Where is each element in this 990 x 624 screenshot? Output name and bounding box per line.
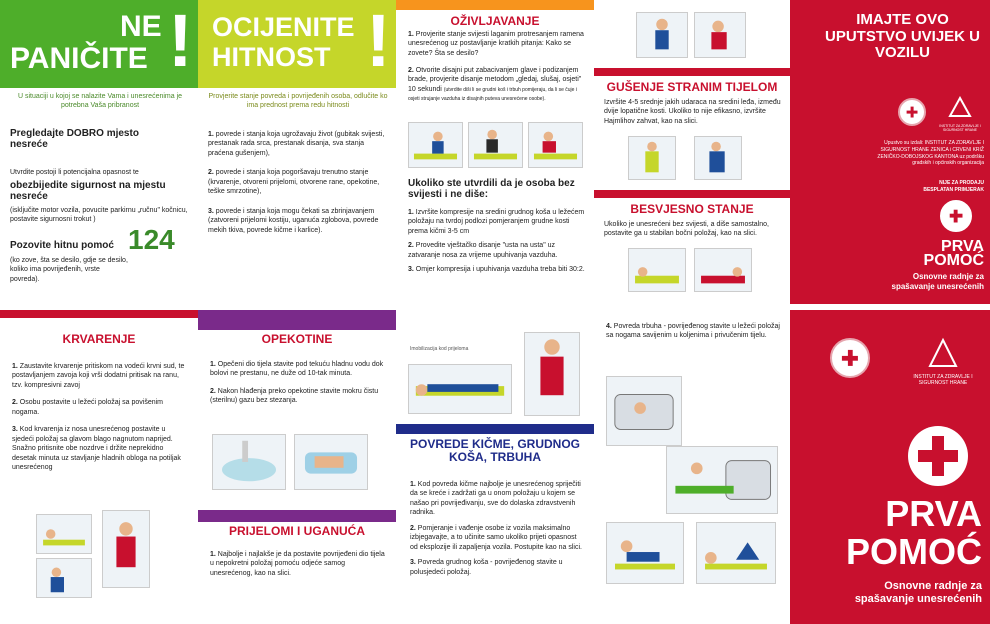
list-povrede <box>410 480 584 577</box>
title-prijelomi: PRIJELOMI I UGANUĆA <box>228 524 365 538</box>
illustration-bleed-1 <box>36 514 92 554</box>
title-ocijenite: OCIJENITE <box>212 12 355 42</box>
panel-krvarenje <box>0 310 198 624</box>
emergency-number: 124 <box>128 224 175 255</box>
list-prijelomi <box>210 550 386 578</box>
subtitle: U situaciji u kojoj se nalazite Vama i unesrećenima je potrebna Vaša pribranost <box>17 93 183 110</box>
bar-besvjesno <box>594 190 790 198</box>
heading-pregledajte: Pregledajte DOBRO mjesto nesreće <box>10 128 139 150</box>
list-item: 1. Najbolje i najlakše je da postavite povrijeđeni dio tijela u nepokretni položaj pomoću odjeće samog unesrećenog, kao na slici. <box>210 551 385 577</box>
bar-krvarenje <box>0 310 198 318</box>
list-item: 2. povrede i stanja koja pogoršavaju trenutno stanje (krvarenje, otvoreni prijelomi, otvorene rane, opekotine, teške smrzotine), <box>208 169 380 196</box>
orange-strip <box>396 0 594 10</box>
list-item: 2. Nakon hlađenja preko opekotine stavite mokru čistu (sterilnu) gazu bez stezanja. <box>210 387 379 405</box>
text-sigurnost: (isključite motor vozila, povucite parkirnu „ručnu" kočnicu, postavite sigurnosni trokut ) <box>10 207 188 224</box>
institute-logo <box>906 336 980 392</box>
list-item: 1. Zaustavite krvarenje pritiskom na vodeći krvni sud, te postavljanjem zavoja koji vrši dodatni pritisak na ranu, tzv. kompresivni zavoj <box>12 363 185 389</box>
list-item: 1. Izvršite kompresije na sredini grudnog koša u ležećem položaju na tvrdoj podlozi pomjeranjem grudne kosti prema kičmi 3-5 cm <box>408 209 585 235</box>
list-item: 3. Omjer kompresija i upuhivanja vazduha treba biti 30:2. <box>408 266 585 274</box>
brand-pomoc: POMOĆ <box>923 252 984 269</box>
title-besvjesno: BESVJESNO STANJE <box>630 202 754 216</box>
illustration-immobilization <box>408 364 512 414</box>
list-item: 2. Provedite vještačko disanje "usta na usta" uz zatvaranje nosa za vrijeme upuhivanja vazduha. <box>408 242 558 259</box>
list-item: 2. Pomjeranje i vađenje osobe iz vozila maksimalno izbjegavajte, a to učinite samo ukoliko prijeti opasnost od eksplozije ili zapaljenja vozila. Postupite kao na slici. <box>410 524 582 551</box>
title-gusenje: GUŠENJE STRANIM TIJELOM <box>606 80 778 94</box>
illustration-recovery-1 <box>628 248 686 292</box>
list-trbuh <box>606 322 780 341</box>
tagline: Osnovne radnje za spašavanje unesrećenih <box>854 580 982 606</box>
tagline: Osnovne radnje za spašavanje unesrećenih <box>891 272 984 291</box>
illustration-choking-2 <box>694 12 746 58</box>
title-krvarenje: KRVARENJE <box>62 332 136 346</box>
redcross-logo <box>830 338 870 378</box>
exclamation-mark: ! <box>168 0 193 82</box>
illustration-heimlich-2 <box>694 136 742 180</box>
illustration-cpr-1 <box>408 122 463 168</box>
title-ne: NE <box>120 10 162 43</box>
panel-ocijenite-hitnost <box>198 0 396 304</box>
illustration-car-rescue-2 <box>666 446 778 514</box>
institute-logo-text: INSTITUT ZA ZDRAVLJE I SIGURNOST HRANE <box>913 374 973 386</box>
panel-gusenje-besvjesno <box>594 0 790 304</box>
list-item: 1. Kod povreda kičme najbolje je unesrećenog spriječiti da se kreće i zadržati ga u onom položaju u kojem se našao pri povrijeđivanju, sve do dolaska zdravstvenih radnika. <box>410 481 581 517</box>
list-item: 1. povrede i stanja koja ugrožavaju život (gubitak svijesti, prestanak rada srca, prestanak disanja, sva stanja praćena gušenjem), <box>208 131 385 157</box>
not-for-sale: NIJE ZA PRODAJU BESPLATAN PRIMJERAK <box>923 180 984 193</box>
title-opekotine: OPEKOTINE <box>261 332 333 346</box>
illustration-bleed-2 <box>102 510 150 588</box>
step-2: 2. Otvorite disajni put zabacivanjem glave i podizanjem brade, provjerite disanje metodom „gledaj, slušaj, osjeti" 10 sekundi (utvrdite diši li se grudni koš i trbuh pomijeraju, da li se čuje i osjeti strujanje vazduha iz disajnih puteva unesrećene osobe). <box>408 67 582 103</box>
institute-logo <box>938 96 982 130</box>
title-hitnost: HITNOST <box>212 42 331 72</box>
illustration-knees-bent <box>696 522 776 584</box>
text-gusenje: Izvršite 4-5 srednje jakih udaraca na sredini leđa, između dvije lopatične kosti. Ukoliko to nije efikasno, izvršite Hajmlihov zahvat, kao na slici. <box>604 99 781 125</box>
illustration-sling <box>524 332 580 416</box>
redcross-logo <box>898 98 926 126</box>
list-item: 4. Povreda trbuha - povrijeđenog stavite u ležeći položaj sa nogama savijenim u koljenima i privučenim tijelu. <box>606 323 780 340</box>
illustration-burn-2 <box>294 434 368 490</box>
caption-imobilizacija: Imobilizacija kod prijeloma <box>410 346 469 352</box>
cross-icon <box>908 426 968 486</box>
list-opekotine <box>210 360 386 406</box>
institute-logo-text: INSTITUT ZA ZDRAVLJE I SIGURNOST HRANE <box>939 124 981 132</box>
bar-prijelomi <box>198 510 396 522</box>
cross-icon <box>940 200 972 232</box>
illustration-cpr-3 <box>528 122 583 168</box>
bar-opekotine <box>198 310 396 330</box>
list-item: 3. Povreda grudnog koša - povrijeđenog stavite u polusjedeći položaj. <box>410 559 563 576</box>
list-hitnost <box>208 130 388 235</box>
header-ocijenite <box>198 0 396 88</box>
title-imajte: IMAJTE OVO UPUTSTVO UVIJEK U VOZILU <box>824 11 981 61</box>
panel-ne-panicite <box>0 0 198 304</box>
panel-povrede-kicme <box>396 310 594 624</box>
brand-prva: PRVA <box>885 493 982 534</box>
illustration-burn-1 <box>212 434 286 490</box>
publisher-text: Upustvo su izdali: INSTITUT ZA ZDRAVLJE I SIGURNOST HRANE ZENICA i CRVENI KRIŽ ZENIČKO-DOBOJSKOG KANTONA uz podršku gradskih i općinskih organizacija <box>877 140 984 167</box>
illustration-cpr-2 <box>468 122 523 168</box>
panel-ozivljavanje <box>396 0 594 304</box>
step-1: 1. Provjerite stanje svijesti laganim protresanjem ramena unesrećenog uz postavljanje kratkih pitanja: Kako se zovete? Šta se desilo? <box>408 31 584 57</box>
brand-prva: PRVA <box>941 238 984 255</box>
panel-povreda-trbuha <box>594 310 790 624</box>
panel-cover-bottom <box>790 310 990 624</box>
text-opasnost: Utvrdite postoji li potencijalna opasnost te <box>10 169 139 176</box>
text-hitna: (ko zove, šta se desilo, gdje se desilo, koliko ima povrijeđenih, vrste povreda). <box>10 257 128 283</box>
title-panicite: PANIČITE <box>10 42 148 75</box>
illustration-bleed-3 <box>36 558 92 598</box>
list-item: 1. Opečeni dio tijela stavite pod tekuću hladnu vodu dok bolovi ne prestanu, ne duže od 10-tak minuta. <box>210 361 384 378</box>
illustration-semi-sitting <box>606 522 684 584</box>
illustration-recovery-2 <box>694 248 752 292</box>
panel-cover-top <box>790 0 990 304</box>
heading-bez-svijesti: Ukoliko ste utvrdili da je osoba bez svijesti i ne diše: <box>408 178 575 200</box>
list-ozivljavanje <box>408 208 586 275</box>
list-krvarenje <box>12 362 188 472</box>
heading-hitna: Pozovite hitnu pomoć <box>10 240 114 251</box>
bar-gusenje <box>594 68 790 76</box>
panel-opekotine <box>198 310 396 624</box>
exclamation-mark: ! <box>366 0 391 82</box>
header-ne-panicite <box>0 0 198 88</box>
bar-povrede <box>396 424 594 434</box>
brand-pomoc: POMOĆ <box>845 531 982 572</box>
illustration-choking-1 <box>636 12 688 58</box>
illustration-car-rescue-1 <box>606 376 682 446</box>
list-item: 3. povrede i stanja koja mogu čekati sa zbrinjavanjem (zatvoreni prijelomi kostiju, uganuća zglobova, povrede mekih tkiva, povrede kičme i karlice). <box>208 207 379 234</box>
list-item: 3. Kod krvarenja iz nosa unesrećenog postavite u sjedeći položaj sa glavom blago nagnutom naprijed. Snažno pritisnite obe nozdrve i držite neprekidno desetak minuta uz stavljanje hladnih obloga na potiljak unesrećenog <box>12 426 181 471</box>
illustration-heimlich-1 <box>628 136 676 180</box>
title-povrede: POVREDE KIČME, GRUDNOG KOŠA, TRBUHA <box>409 437 580 465</box>
text-besvjesno: Ukoliko je unesrećeni bez svijesti, a diše samostalno, postavite ga u stabilan bočni položaj, kao na slici. <box>604 221 769 238</box>
title-ozivljavanje: OŽIVLJAVANJE <box>450 14 540 28</box>
list-item: 2. Osobu postavite u ležeći položaj sa povišenim nogama. <box>12 399 163 416</box>
subtitle: Provjerite stanje povreda i povrijeđenih osoba, odlučite ko ima prednost prema redu hitnosti <box>208 93 388 110</box>
heading-sigurnost: obezbijedite sigurnost na mjestu nesreće <box>10 180 166 202</box>
